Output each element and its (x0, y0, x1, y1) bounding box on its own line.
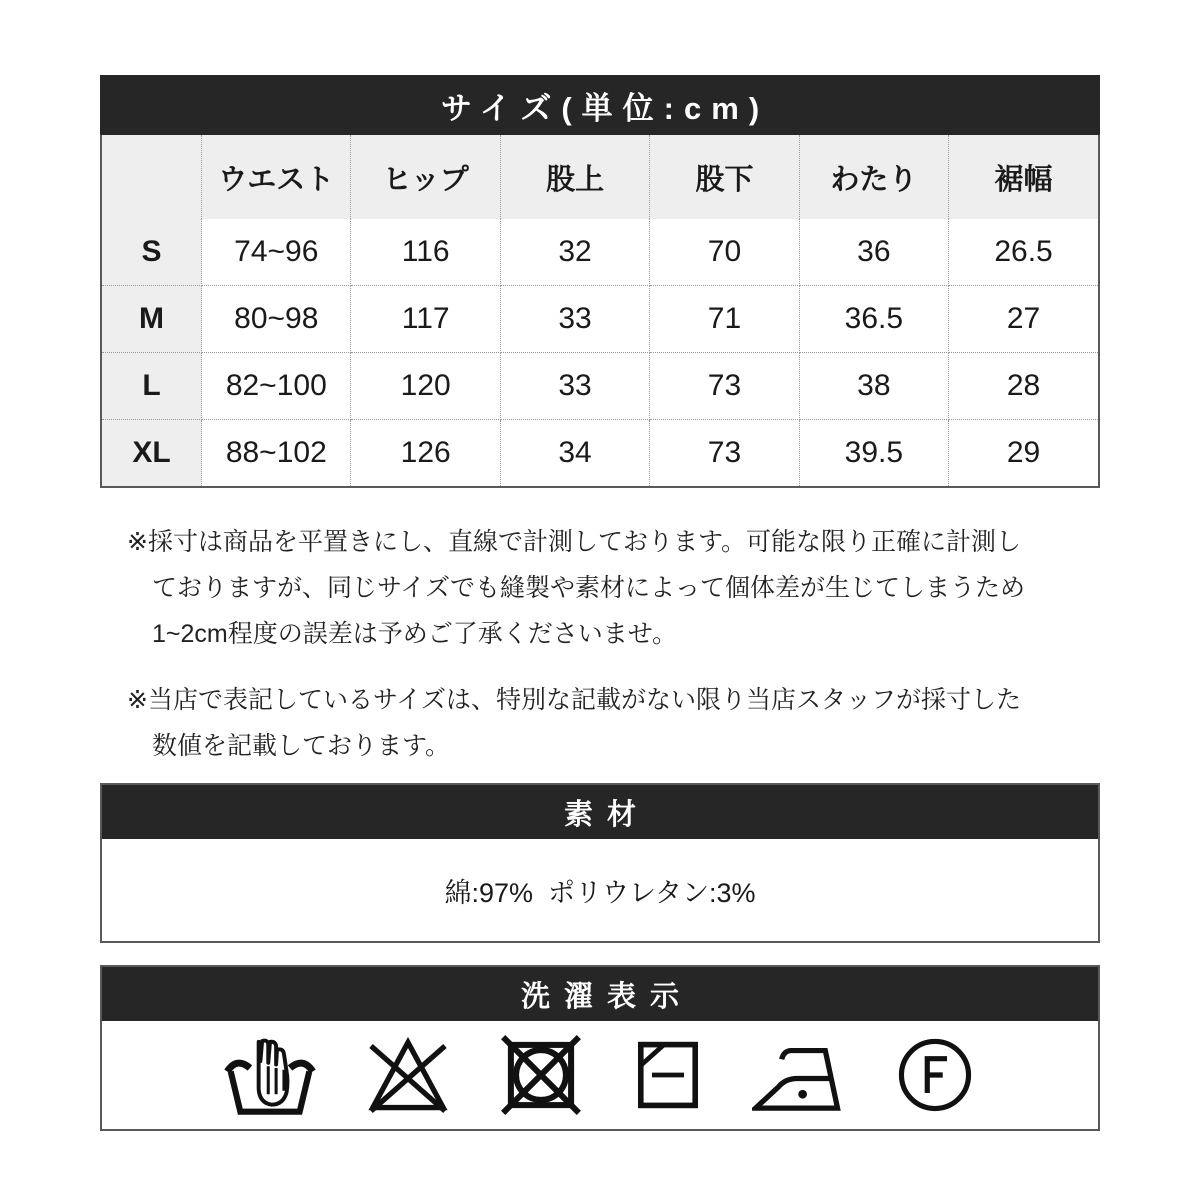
table-row-m (102, 286, 1098, 353)
size-label: XL (102, 420, 202, 487)
cell-value: 126 (351, 420, 500, 487)
material-title: 素材 (563, 798, 650, 831)
size-chart-section (100, 75, 1100, 488)
size-label: M (102, 286, 202, 353)
cell-value: 116 (351, 219, 500, 286)
staff-measurement-note (127, 677, 1087, 769)
cell-value: 88~102 (202, 420, 351, 487)
material-section (100, 783, 1100, 943)
flat-dry-in-shade-icon (628, 1031, 708, 1119)
size-label: S (102, 219, 202, 286)
column-header-inseam: 股下 (650, 135, 799, 219)
note-line: ※当店で表記しているサイズは、特別な記載がない限り当店スタッフが採寸した (127, 686, 1021, 714)
cell-value: 38 (799, 353, 948, 420)
cell-value: 29 (949, 420, 1098, 487)
cell-value: 73 (650, 353, 799, 420)
column-header-rise: 股上 (500, 135, 649, 219)
size-table-header-row (102, 135, 1098, 219)
cell-value: 82~100 (202, 353, 351, 420)
column-header-thigh: わたり (799, 135, 948, 219)
table-row-l (102, 353, 1098, 420)
cell-value: 32 (500, 219, 649, 286)
cell-value: 117 (351, 286, 500, 353)
note-line: ておりますが、同じサイズでも縫製や素材によって個体差が生じてしまうため (152, 574, 1026, 602)
cell-value: 74~96 (202, 219, 351, 286)
cell-value: 39.5 (799, 420, 948, 487)
care-label-section (100, 965, 1100, 1131)
do-not-tumble-dry-icon (498, 1031, 584, 1119)
measurement-note (127, 519, 1087, 657)
cell-value: 28 (949, 353, 1098, 420)
material-composition: 綿:97% ポリウレタン:3% (444, 877, 756, 908)
cell-value: 26.5 (949, 219, 1098, 286)
cell-value: 33 (500, 286, 649, 353)
cell-value: 36.5 (799, 286, 948, 353)
cell-value: 27 (949, 286, 1098, 353)
cell-value: 71 (650, 286, 799, 353)
dry-clean-petroleum-icon (892, 1031, 978, 1119)
do-not-bleach-icon (362, 1031, 454, 1119)
cell-value: 36 (799, 219, 948, 286)
cell-value: 34 (500, 420, 649, 487)
table-row-s (102, 219, 1098, 286)
size-label: L (102, 353, 202, 420)
care-title-bar (102, 967, 1098, 1021)
note-line: 数値を記載しております。 (152, 732, 451, 760)
cell-value: 70 (650, 219, 799, 286)
care-title: 洗濯表示 (520, 980, 693, 1013)
material-title-bar (102, 785, 1098, 839)
cell-value: 120 (351, 353, 500, 420)
iron-low-heat-icon (752, 1031, 848, 1119)
size-column-spacer (102, 135, 202, 219)
cell-value: 33 (500, 353, 649, 420)
column-header-hip: ヒップ (351, 135, 500, 219)
hand-wash-icon (222, 1031, 318, 1119)
note-line: ※採寸は商品を平置きにし、直線で計測しております。可能な限り正確に計測し (127, 528, 1021, 556)
size-chart-title: サイズ(単位:cm) (440, 90, 770, 126)
care-symbols-row (102, 1021, 1098, 1129)
cell-value: 80~98 (202, 286, 351, 353)
size-chart-title-bar (100, 75, 1100, 135)
column-header-hem: 裾幅 (949, 135, 1098, 219)
table-row-xl (102, 420, 1098, 487)
cell-value: 73 (650, 420, 799, 487)
column-header-waist: ウエスト (202, 135, 351, 219)
size-table (102, 135, 1098, 486)
note-line: 1~2cm程度の誤差は予めご了承くださいませ。 (152, 620, 677, 648)
size-table-wrapper (100, 135, 1100, 488)
